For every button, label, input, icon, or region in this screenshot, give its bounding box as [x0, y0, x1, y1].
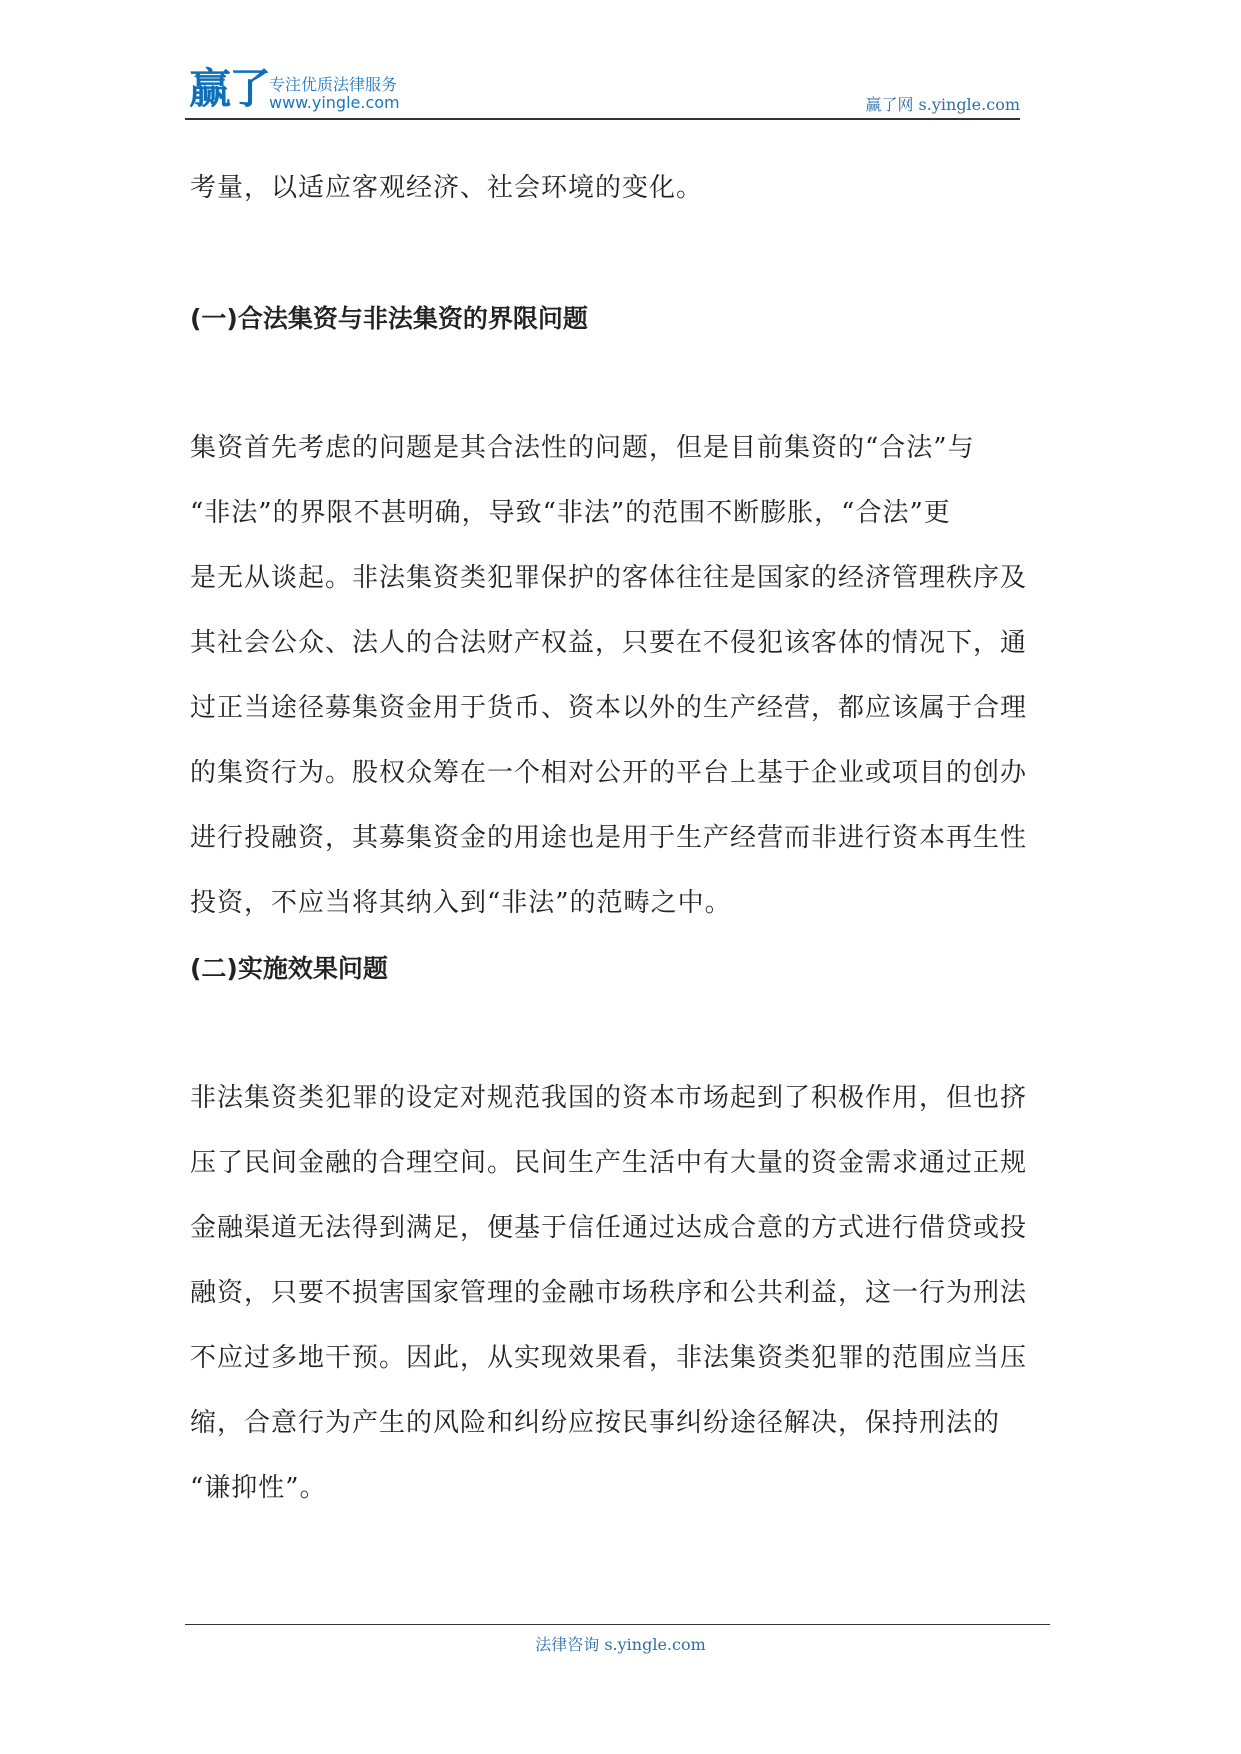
text-line: “谦抑性”。: [190, 1473, 327, 1503]
footer-divider: [185, 1624, 1050, 1625]
section-heading-1: (一)合法集资与非法集资的界限问题: [190, 304, 588, 333]
text-line: 缩，合意行为产生的风险和纠纷应按民事纠纷途径解决，保持刑法的: [190, 1408, 1001, 1438]
paragraph-legality: [190, 416, 1090, 936]
header-site-link[interactable]: 赢了网 s.yingle.com: [865, 95, 1020, 114]
paragraph-intro: 考量，以适应客观经济、社会环境的变化。: [190, 173, 704, 203]
logo-url: www.yingle.com: [269, 93, 400, 112]
text-line: “非法”的界限不甚明确，导致“非法”的范围不断膨胀，“合法”更: [190, 498, 951, 528]
text-line: 融资，只要不损害国家管理的金融市场秩序和公共利益，这一行为刑法: [190, 1278, 1028, 1308]
text-line: 金融渠道无法得到满足，便基于信任通过达成合意的方式进行借贷或投: [190, 1213, 1028, 1243]
text-line: 其社会公众、法人的合法财产权益，只要在不侵犯该客体的情况下，通: [190, 628, 1028, 658]
text-line: 过正当途径募集资金用于货币、资本以外的生产经营，都应该属于合理: [190, 693, 1028, 723]
text-line: 压了民间金融的合理空间。民间生产生活中有大量的资金需求通过正规: [190, 1148, 1028, 1178]
text-line: 的集资行为。股权众筹在一个相对公开的平台上基于企业或项目的创办: [190, 758, 1028, 788]
page-header: [185, 62, 1020, 120]
text-line: 投资，不应当将其纳入到“非法”的范畴之中。: [190, 888, 732, 918]
text-line: 不应过多地干预。因此，从实现效果看，非法集资类犯罪的范围应当压: [190, 1343, 1028, 1373]
section-heading-2: (二)实施效果问题: [190, 954, 388, 983]
text-line: 是无从谈起。非法集资类犯罪保护的客体往往是国家的经济管理秩序及: [190, 563, 1028, 593]
footer-link[interactable]: 法律咨询 s.yingle.com: [535, 1635, 706, 1654]
text-line: 集资首先考虑的问题是其合法性的问题，但是目前集资的“合法”与: [190, 433, 975, 463]
logo-slogan: 专注优质法律服务: [269, 75, 398, 94]
logo-mark: 赢了: [189, 64, 270, 113]
text-line: 非法集资类犯罪的设定对规范我国的资本市场起到了积极作用，但也挤: [190, 1083, 1028, 1113]
paragraph-effects: [190, 1066, 1090, 1521]
text-line: 进行投融资，其募集资金的用途也是用于生产经营而非进行资本再生性: [190, 823, 1028, 853]
document-body: [190, 156, 1090, 1521]
